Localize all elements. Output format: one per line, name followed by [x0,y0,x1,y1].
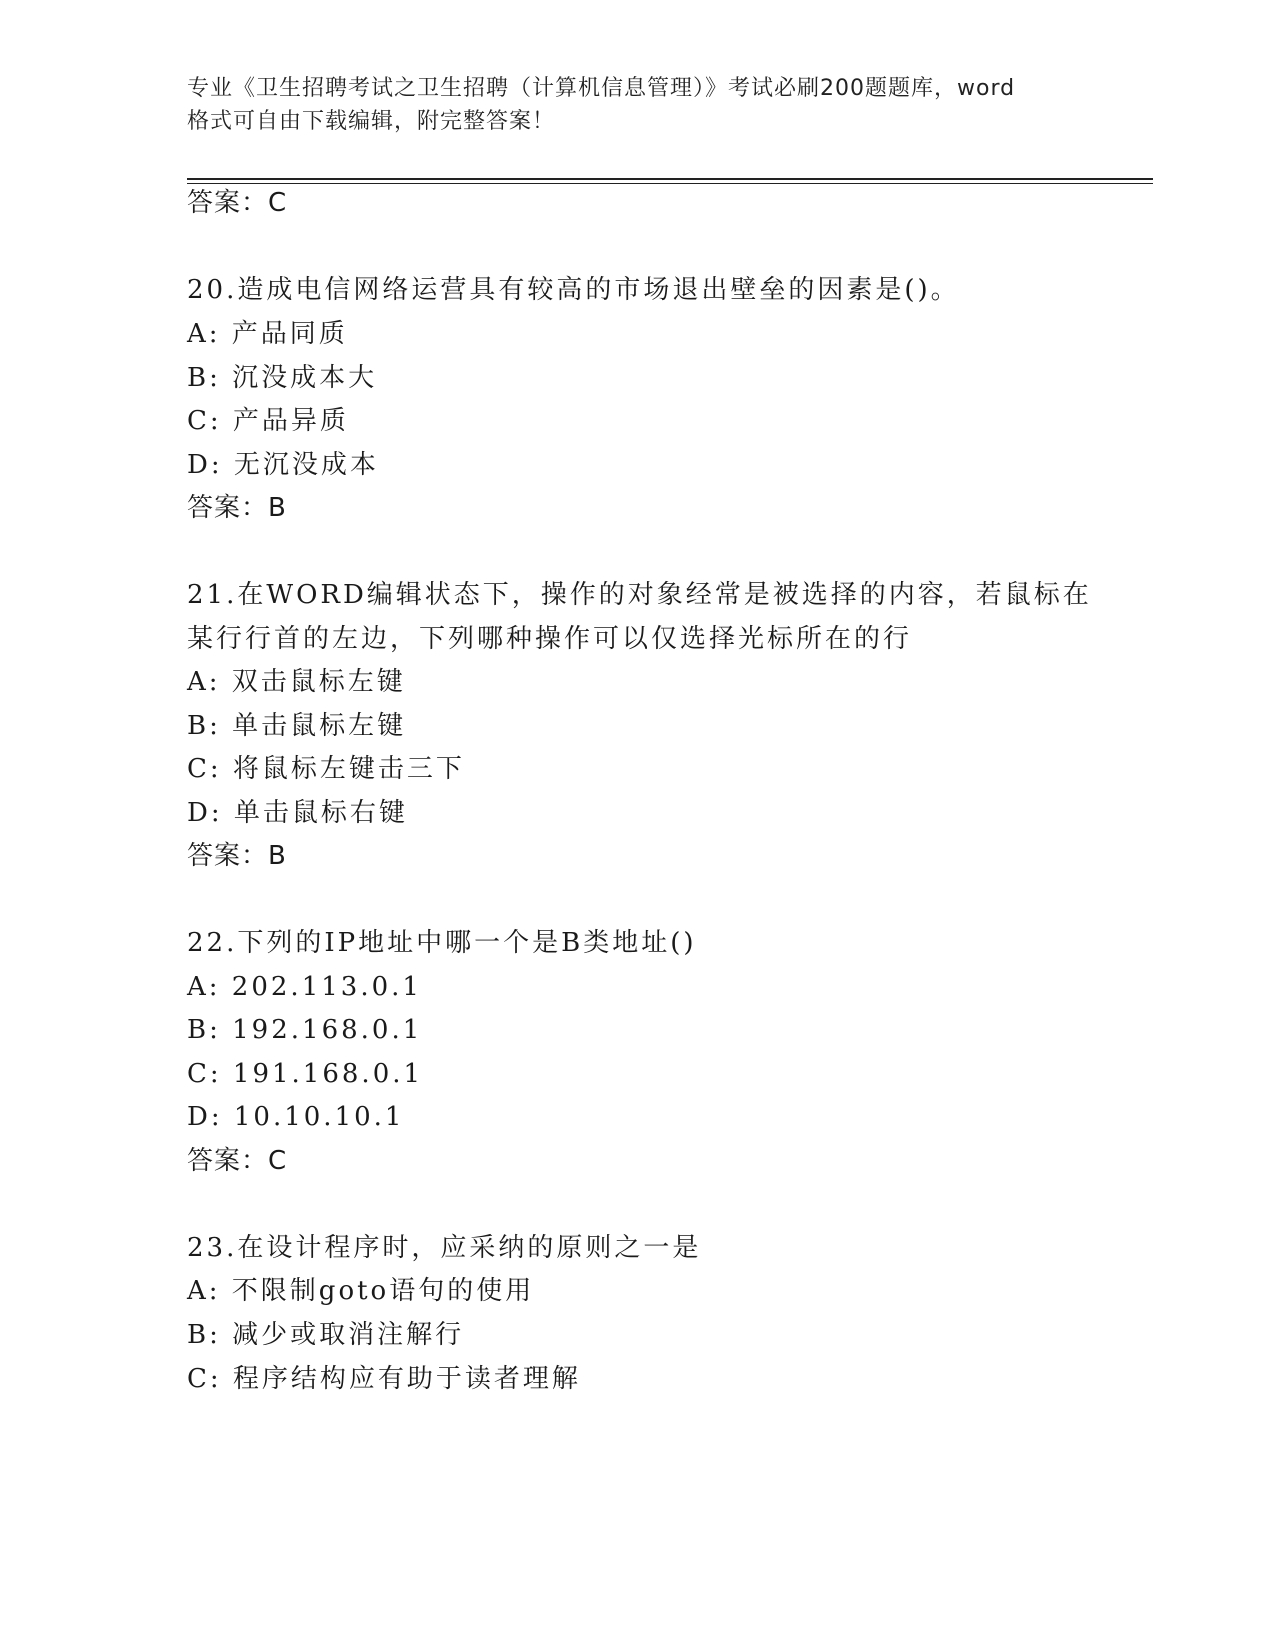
question-20-option-b: B: 沉没成本大 [187,363,378,393]
question-21-answer: 答案：B [187,841,287,871]
header-rule-thin [187,183,1153,184]
question-20-answer: 答案：B [187,493,287,523]
question-22-answer: 答案：C [187,1146,288,1176]
question-21-stem-line-1: 21.在WORD编辑状态下，操作的对象经常是被选择的内容，若鼠标在 [187,580,1092,610]
question-22-option-c: C: 191.168.0.1 [187,1059,424,1089]
question-21-option-b: B: 单击鼠标左键 [187,711,407,741]
question-21-option-d: D: 单击鼠标右键 [187,798,408,828]
question-20-stem: 20.造成电信网络运营具有较高的市场退出壁垒的因素是()。 [187,275,960,305]
question-20-option-c: C: 产品异质 [187,406,349,436]
header-line-1: 专业《卫生招聘考试之卫生招聘（计算机信息管理）》考试必刷200题题库，word [187,76,1016,101]
question-21-stem-line-2: 某行行首的左边，下列哪种操作可以仅选择光标所在的行 [187,624,913,654]
question-23-option-a: A: 不限制goto语句的使用 [187,1276,535,1306]
question-23-option-c: C: 程序结构应有助于读者理解 [187,1364,581,1394]
question-22-option-a: A: 202.113.0.1 [187,972,422,1002]
answer-previous: 答案：C [187,188,288,218]
question-23-option-b: B: 减少或取消注解行 [187,1320,465,1350]
question-22-option-d: D: 10.10.10.1 [187,1102,405,1132]
question-20-option-a: A: 产品同质 [187,319,348,349]
question-20-option-d: D: 无沉没成本 [187,450,379,480]
question-22-option-b: B: 192.168.0.1 [187,1015,423,1045]
question-21-option-a: A: 双击鼠标左键 [187,667,406,697]
header-rule [187,178,1153,180]
question-22-stem: 22.下列的IP地址中哪一个是B类地址() [187,928,697,958]
question-21-option-c: C: 将鼠标左键击三下 [187,754,465,784]
document-header [187,72,1087,138]
question-23-stem: 23.在设计程序时，应采纳的原则之一是 [187,1233,702,1263]
header-line-2: 格式可自由下载编辑，附完整答案！ [187,109,556,134]
